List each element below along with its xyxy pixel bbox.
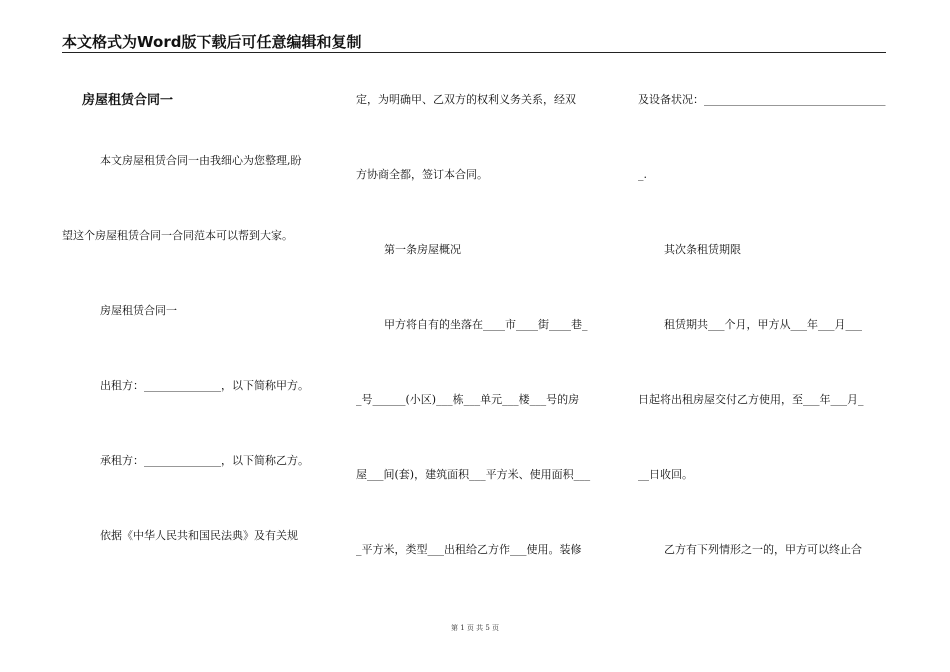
text-line: 乙方有下列情形之一的，甲方可以终止合 bbox=[664, 543, 862, 556]
header-divider bbox=[62, 52, 886, 53]
text-line: 屋___间(套)，建筑面积___平方米、使用面积___ bbox=[356, 468, 591, 481]
text-line: 出租方：______________，以下简称甲方。 bbox=[100, 379, 309, 392]
text-line: 及设备状况：_________________________________ bbox=[638, 93, 886, 106]
text-line: 定，为明确甲、乙双方的权利义务关系，经双 bbox=[356, 93, 576, 106]
text-line: _. bbox=[638, 168, 647, 181]
text-line: 甲方将自有的坐落在____市____街____巷_ bbox=[384, 318, 588, 331]
text-line: 承租方：______________，以下简称乙方。 bbox=[100, 454, 309, 467]
text-line: _平方米，类型___出租给乙方作___使用。装修 bbox=[356, 543, 582, 556]
text-line: 望这个房屋租赁合同一合同范本可以帮到大家。 bbox=[62, 229, 293, 242]
text-line: _号______(小区)___栋___单元___楼___号的房 bbox=[356, 393, 580, 406]
section-heading: 其次条租赁期限 bbox=[664, 243, 741, 256]
section-heading: 房屋租赁合同一 bbox=[100, 304, 177, 317]
document-title: 房屋租赁合同一 bbox=[82, 93, 174, 108]
section-heading: 第一条房屋概况 bbox=[384, 243, 461, 256]
text-line: __日收回。 bbox=[638, 468, 693, 481]
page-footer: 第 1 页 共 5 页 bbox=[450, 624, 500, 632]
text-line: 本文房屋租赁合同一由我细心为您整理,盼 bbox=[100, 154, 302, 167]
text-line: 依据《中华人民共和国民法典》及有关规 bbox=[100, 529, 298, 542]
text-line: 租赁期共___个月，甲方从___年___月___ bbox=[664, 318, 862, 331]
page-header: 本文格式为Word版下载后可任意编辑和复制 bbox=[62, 33, 362, 51]
text-line: 日起将出租房屋交付乙方使用，至___年___月_ bbox=[638, 393, 864, 406]
text-line: 方协商全都，签订本合同。 bbox=[356, 168, 488, 181]
